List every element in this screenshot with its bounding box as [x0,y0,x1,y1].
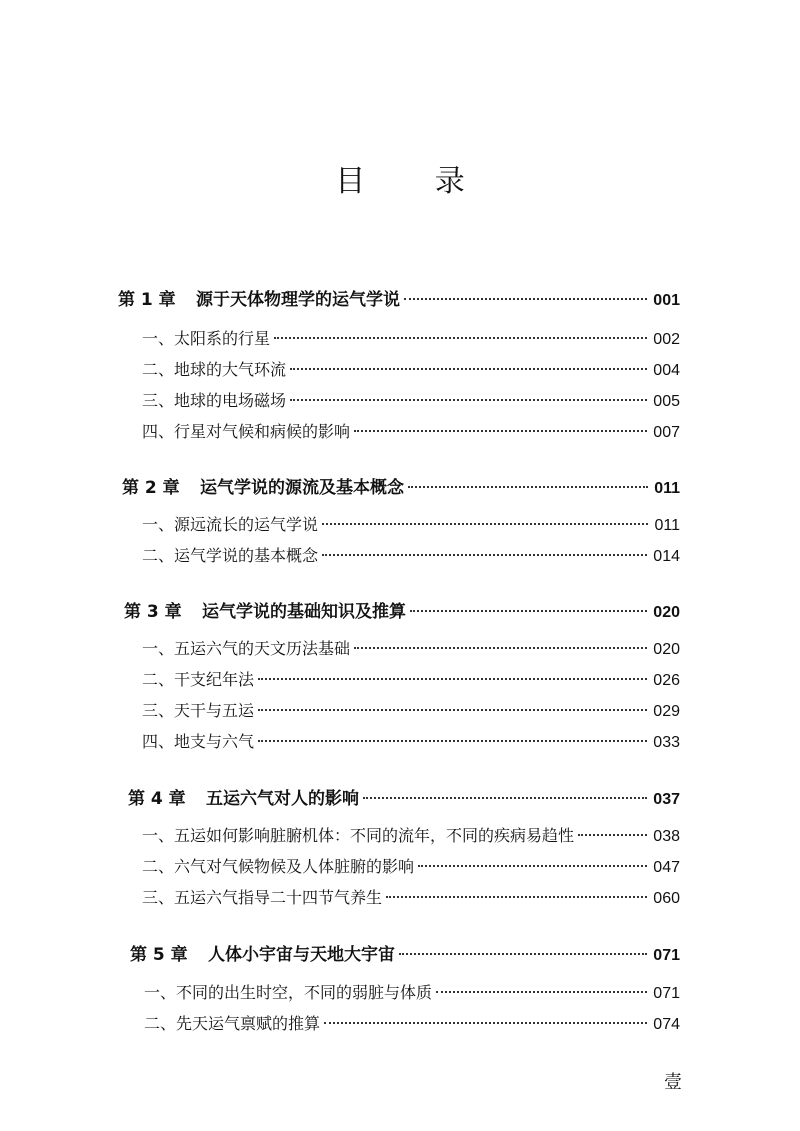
chapter-title: 运气学说的基础知识及推算 [202,602,406,622]
leader-dots [418,865,647,867]
page-number: 007 [653,424,680,441]
section-title: 二、干支纪年法 [142,670,255,689]
page-number: 074 [653,1016,680,1033]
page-number: 002 [653,331,680,348]
section-title: 二、运气学说的基本概念 [142,546,319,565]
page-number: 011 [654,517,680,534]
leader-dots [290,399,647,401]
page-number: 011 [654,480,680,497]
section-title: 二、先天运气禀赋的推算 [144,1014,321,1033]
leader-dots [404,298,647,300]
section-title: 三、五运六气指导二十四节气养生 [142,888,383,907]
toc-section[interactable] [142,512,680,538]
page-number: 037 [653,791,680,808]
page-number: 071 [653,947,680,964]
toc-section[interactable] [142,357,680,383]
leader-dots [436,991,647,993]
toc-section[interactable] [142,823,680,849]
page-number: 014 [653,548,680,565]
page-number: 005 [653,393,680,410]
section-title: 一、太阳系的行星 [142,329,271,348]
page-number: 038 [653,828,680,845]
chapter-title: 运气学说的源流及基本概念 [200,478,404,498]
page-number: 020 [653,604,680,621]
toc-section[interactable] [144,1011,680,1037]
toc-chapter-4[interactable] [128,784,680,810]
folio-page-number: 壹 [664,1072,682,1093]
chapter-number: 第 5 章 [130,945,188,965]
leader-dots [363,797,647,799]
toc-section[interactable] [142,667,680,693]
toc-section[interactable] [142,326,680,352]
toc-section[interactable] [142,419,680,445]
page-number: 047 [653,859,680,876]
section-title: 三、天干与五运 [142,701,255,720]
leader-dots [258,678,647,680]
page-number: 060 [653,890,680,907]
toc-section[interactable] [142,543,680,569]
chapter-number: 第 1 章 [118,290,176,310]
leader-dots [258,740,647,742]
leader-dots [322,554,647,556]
section-title: 三、地球的电场磁场 [142,391,287,410]
leader-dots [578,834,647,836]
section-title: 一、源远流长的运气学说 [142,515,319,534]
page-title: 目 录 [335,164,495,199]
toc-section[interactable] [142,729,680,755]
toc-chapter-3[interactable] [124,597,680,623]
chapter-title: 源于天体物理学的运气学说 [196,290,400,310]
leader-dots [354,430,647,432]
leader-dots [410,610,647,612]
toc-chapter-5[interactable] [130,940,680,966]
page-number: 029 [653,703,680,720]
page-number: 001 [653,292,680,309]
leader-dots [408,486,648,488]
leader-dots [386,896,647,898]
chapter-number: 第 3 章 [124,602,182,622]
section-title: 一、五运六气的天文历法基础 [142,639,351,658]
toc-chapter-1[interactable] [118,285,680,311]
section-title: 二、地球的大气环流 [142,360,287,379]
section-title: 一、不同的出生时空，不同的弱脏与体质 [144,983,433,1002]
page-number: 020 [653,641,680,658]
page-number: 026 [653,672,680,689]
leader-dots [258,709,647,711]
leader-dots [322,523,648,525]
chapter-number: 第 4 章 [128,789,186,809]
page-number: 071 [653,985,680,1002]
chapter-number: 第 2 章 [122,478,180,498]
chapter-title: 五运六气对人的影响 [206,789,359,809]
toc-section[interactable] [142,698,680,724]
section-title: 一、五运如何影响脏腑机体：不同的流年，不同的疾病易趋性 [142,826,575,845]
chapter-title: 人体小宇宙与天地大宇宙 [208,945,395,965]
leader-dots [274,337,647,339]
page-number: 004 [653,362,680,379]
leader-dots [354,647,647,649]
toc-section[interactable] [142,854,680,880]
section-title: 四、地支与六气 [142,732,255,751]
toc-section[interactable] [144,980,680,1006]
page-number: 033 [653,734,680,751]
section-title: 二、六气对气候物候及人体脏腑的影响 [142,857,415,876]
toc-section[interactable] [142,636,680,662]
leader-dots [324,1022,647,1024]
toc-section[interactable] [142,885,680,911]
section-title: 四、行星对气候和病候的影响 [142,422,351,441]
toc-chapter-2[interactable] [122,473,680,499]
toc-section[interactable] [142,388,680,414]
leader-dots [290,368,647,370]
leader-dots [399,953,647,955]
